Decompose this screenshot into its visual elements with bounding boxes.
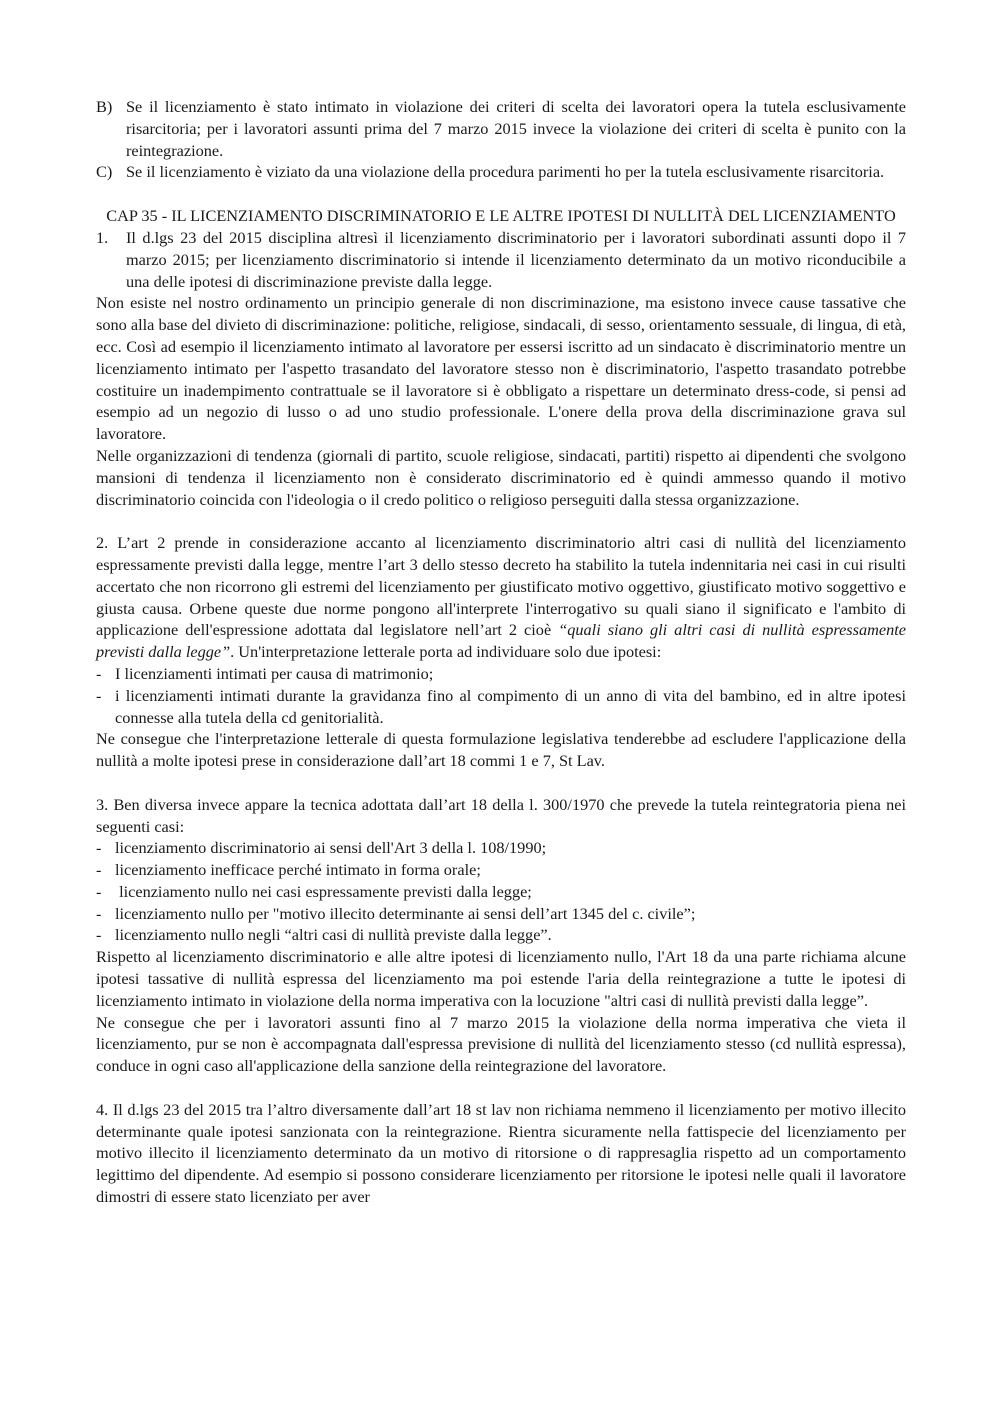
paragraph: Ne consegue che per i lavoratori assunti fino al 7 marzo 2015 la violazione della norma imperativa che vieta il licenziamento, pur se non è accompagnata dall'espressa previsione di nullità del licenziamento stesso (cd nullità espressa), conduce in ogni caso all'applicazione della sanzione della reintegrazione del lavoratore. [96,1012,906,1076]
numbered-point-1 [96,227,906,292]
list-item-c [96,161,906,183]
paragraph: Nelle organizzazioni di tendenza (giornali di partito, scuole religiose, sindacati, partiti) rispetto ai dipendenti che svolgono mansioni di tendenza il licenziamento non è considerato discriminatorio ed è quindi ammesso quando il motivo discriminatorio coincida con l'ideologia o il credo politico o religioso perseguiti dalla stessa organizzazione. [96,445,906,509]
paragraph: Ne consegue che l'interpretazione letterale di questa formulazione legislativa tenderebbe ad escludere l'applicazione della nullità a molte ipotesi prese in considerazione dall’art 18 commi 1 e 7, St Lav. [96,729,906,771]
dash-bullet: - [96,903,102,923]
chapter-heading: CAP 35 - IL LICENZIAMENTO DISCRIMINATORIO E LE ALTRE IPOTESI DI NULLITÀ DEL LICENZIAMENTO [106,206,896,226]
bullet-text: I licenziamenti intimati per causa di matrimonio; [115,663,434,683]
bullet-item [96,924,906,946]
paragraph-point-3: 3. Ben diversa invece appare la tecnica adottata dall’art 18 della l. 300/1970 che prevede la tutela reintegratoria piena nei seguenti casi: [96,794,906,836]
bullet-item [96,663,906,685]
paragraph-text: . Un'interpretazione letterale porta ad individuare solo due ipotesi: [230,642,662,662]
document-page [96,96,906,1208]
list-marker: C) [96,162,113,182]
bullet-text: licenziamento nullo nei casi espressamente previsti dalla legge; [115,881,532,901]
paragraph: Rispetto al licenziamento discriminatorio e alle altre ipotesi di licenziamento nullo, l'Art 18 da una parte richiama alcune ipotesi tassative di nullità espressa del licenziamento ma poi estende l'aria della reintegrazione a tutte le ipotesi di licenziamento intimato in violazione della norma imperativa con la locuzione "altri casi di nullità previsti dalla legge”. [96,947,906,1010]
dash-bullet: - [96,860,102,880]
bullet-item [96,685,906,729]
bullet-text: licenziamento discriminatorio ai sensi dell'Art 3 della l. 108/1990; [115,838,547,858]
paragraph: Non esiste nel nostro ordinamento un principio generale di non discriminazione, ma esistono invece cause tassative che sono alla base del divieto di discriminazione: politiche, religiose, sindacali, di sesso, orientamento sessuale, di lingua, di età, ecc. Così ad esempio il licenziamento intimato al lavoratore per essersi iscritto ad un sindacato è discriminatorio mentre un licenziamento intimato per l'aspetto trasandato del lavoratore stesso non è discriminatorio, l'aspetto trasandato potrebbe costituire un inadempimento contrattuale se il lavoratore si è obbligato a rispettare un determinato dress-code, si pensi ad esempio ad un negozio di lusso o ad uno studio professionale. L'onere della prova della discriminazione grava sul lavoratore. [96,293,906,444]
dash-bullet: - [96,925,102,945]
list-item-b [96,96,906,161]
bullet-text: licenziamento nullo negli “altri casi di nullità previste dalla legge”. [115,925,552,945]
list-item-text: Il d.lgs 23 del 2015 disciplina altresì il licenziamento discriminatorio per i lavoratori subordinati assunti dopo il 7 marzo 2015; per licenziamento discriminatorio si intende il licenziamento determinato da un motivo riconducibile a una delle ipotesi di discriminazione previste dalla legge. [126,227,906,291]
list-item-text: Se il licenziamento è viziato da una violazione della procedura parimenti ho per la tutela esclusivamente risarcitoria. [126,162,885,182]
list-marker: B) [96,97,113,116]
quoted-text: “quali siano gli altri casi di nullità espressamente previsti dalla legge” [96,620,906,662]
dash-bullet: - [96,663,102,683]
dash-bullet: - [96,685,102,705]
bullet-item [96,859,906,881]
paragraph-point-4: 4. Il d.lgs 23 del 2015 tra l’altro diversamente dall’art 18 st lav non richiama nemmeno il licenziamento per motivo illecito determinante quale ipotesi sanzionata con la reintegrazione. Rientra sicuramente nella fattispecie del licenziamento per motivo illecito il licenziamento determinato da un motivo di ritorsione o di rappresaglia rispetto ad un comportamento legittimo del dipendente. Ad esempio si possono considerare licenziamento per ritorsione le ipotesi nelle quali il lavoratore dimostri di essere stato licenziato per aver [96,1099,906,1207]
bullet-item [96,903,906,925]
paragraph-point-2 [96,532,906,663]
list-marker: 1. [96,227,109,247]
bullet-item [96,881,906,903]
bullet-text: licenziamento inefficace perché intimato in forma orale; [115,860,481,880]
dash-bullet: - [96,838,102,858]
bullet-text: i licenziamenti intimati durante la gravidanza fino al compimento di un anno di vita del bambino, ed in altre ipotesi connesse alla tutela della cd genitorialità. [115,685,906,727]
bullet-item [96,837,906,859]
paragraph-text: 2. L’art 2 prende in considerazione accanto al licenziamento discriminatorio altri casi di nullità del licenziamento espressamente previsti dalla legge, mentre l’art 3 dello stesso decreto ha stabilito la tutela indennitaria nei casi in cui risulti accertato che non ricorrono gli estremi del licenziamento per giustificato motivo oggettivo, giustificato motivo soggettivo e giusta causa. Orbene queste due norme pongono all'interprete l'interrogativo su quali siano il significato e l'ambito di applicazione dell'espressione adottata dal legislatore nell’art 2 cioè [96,533,906,640]
list-item-text: Se il licenziamento è stato intimato in violazione dei criteri di scelta dei lavoratori opera la tutela esclusivamente risarcitoria; per i lavoratori assunti prima del 7 marzo 2015 invece la violazione dei criteri di scelta è punito con la reintegrazione. [126,97,906,160]
bullet-text: licenziamento nullo per "motivo illecito determinante ai sensi dell’art 1345 del c. civile”; [115,903,696,923]
dash-bullet: - [96,881,102,901]
